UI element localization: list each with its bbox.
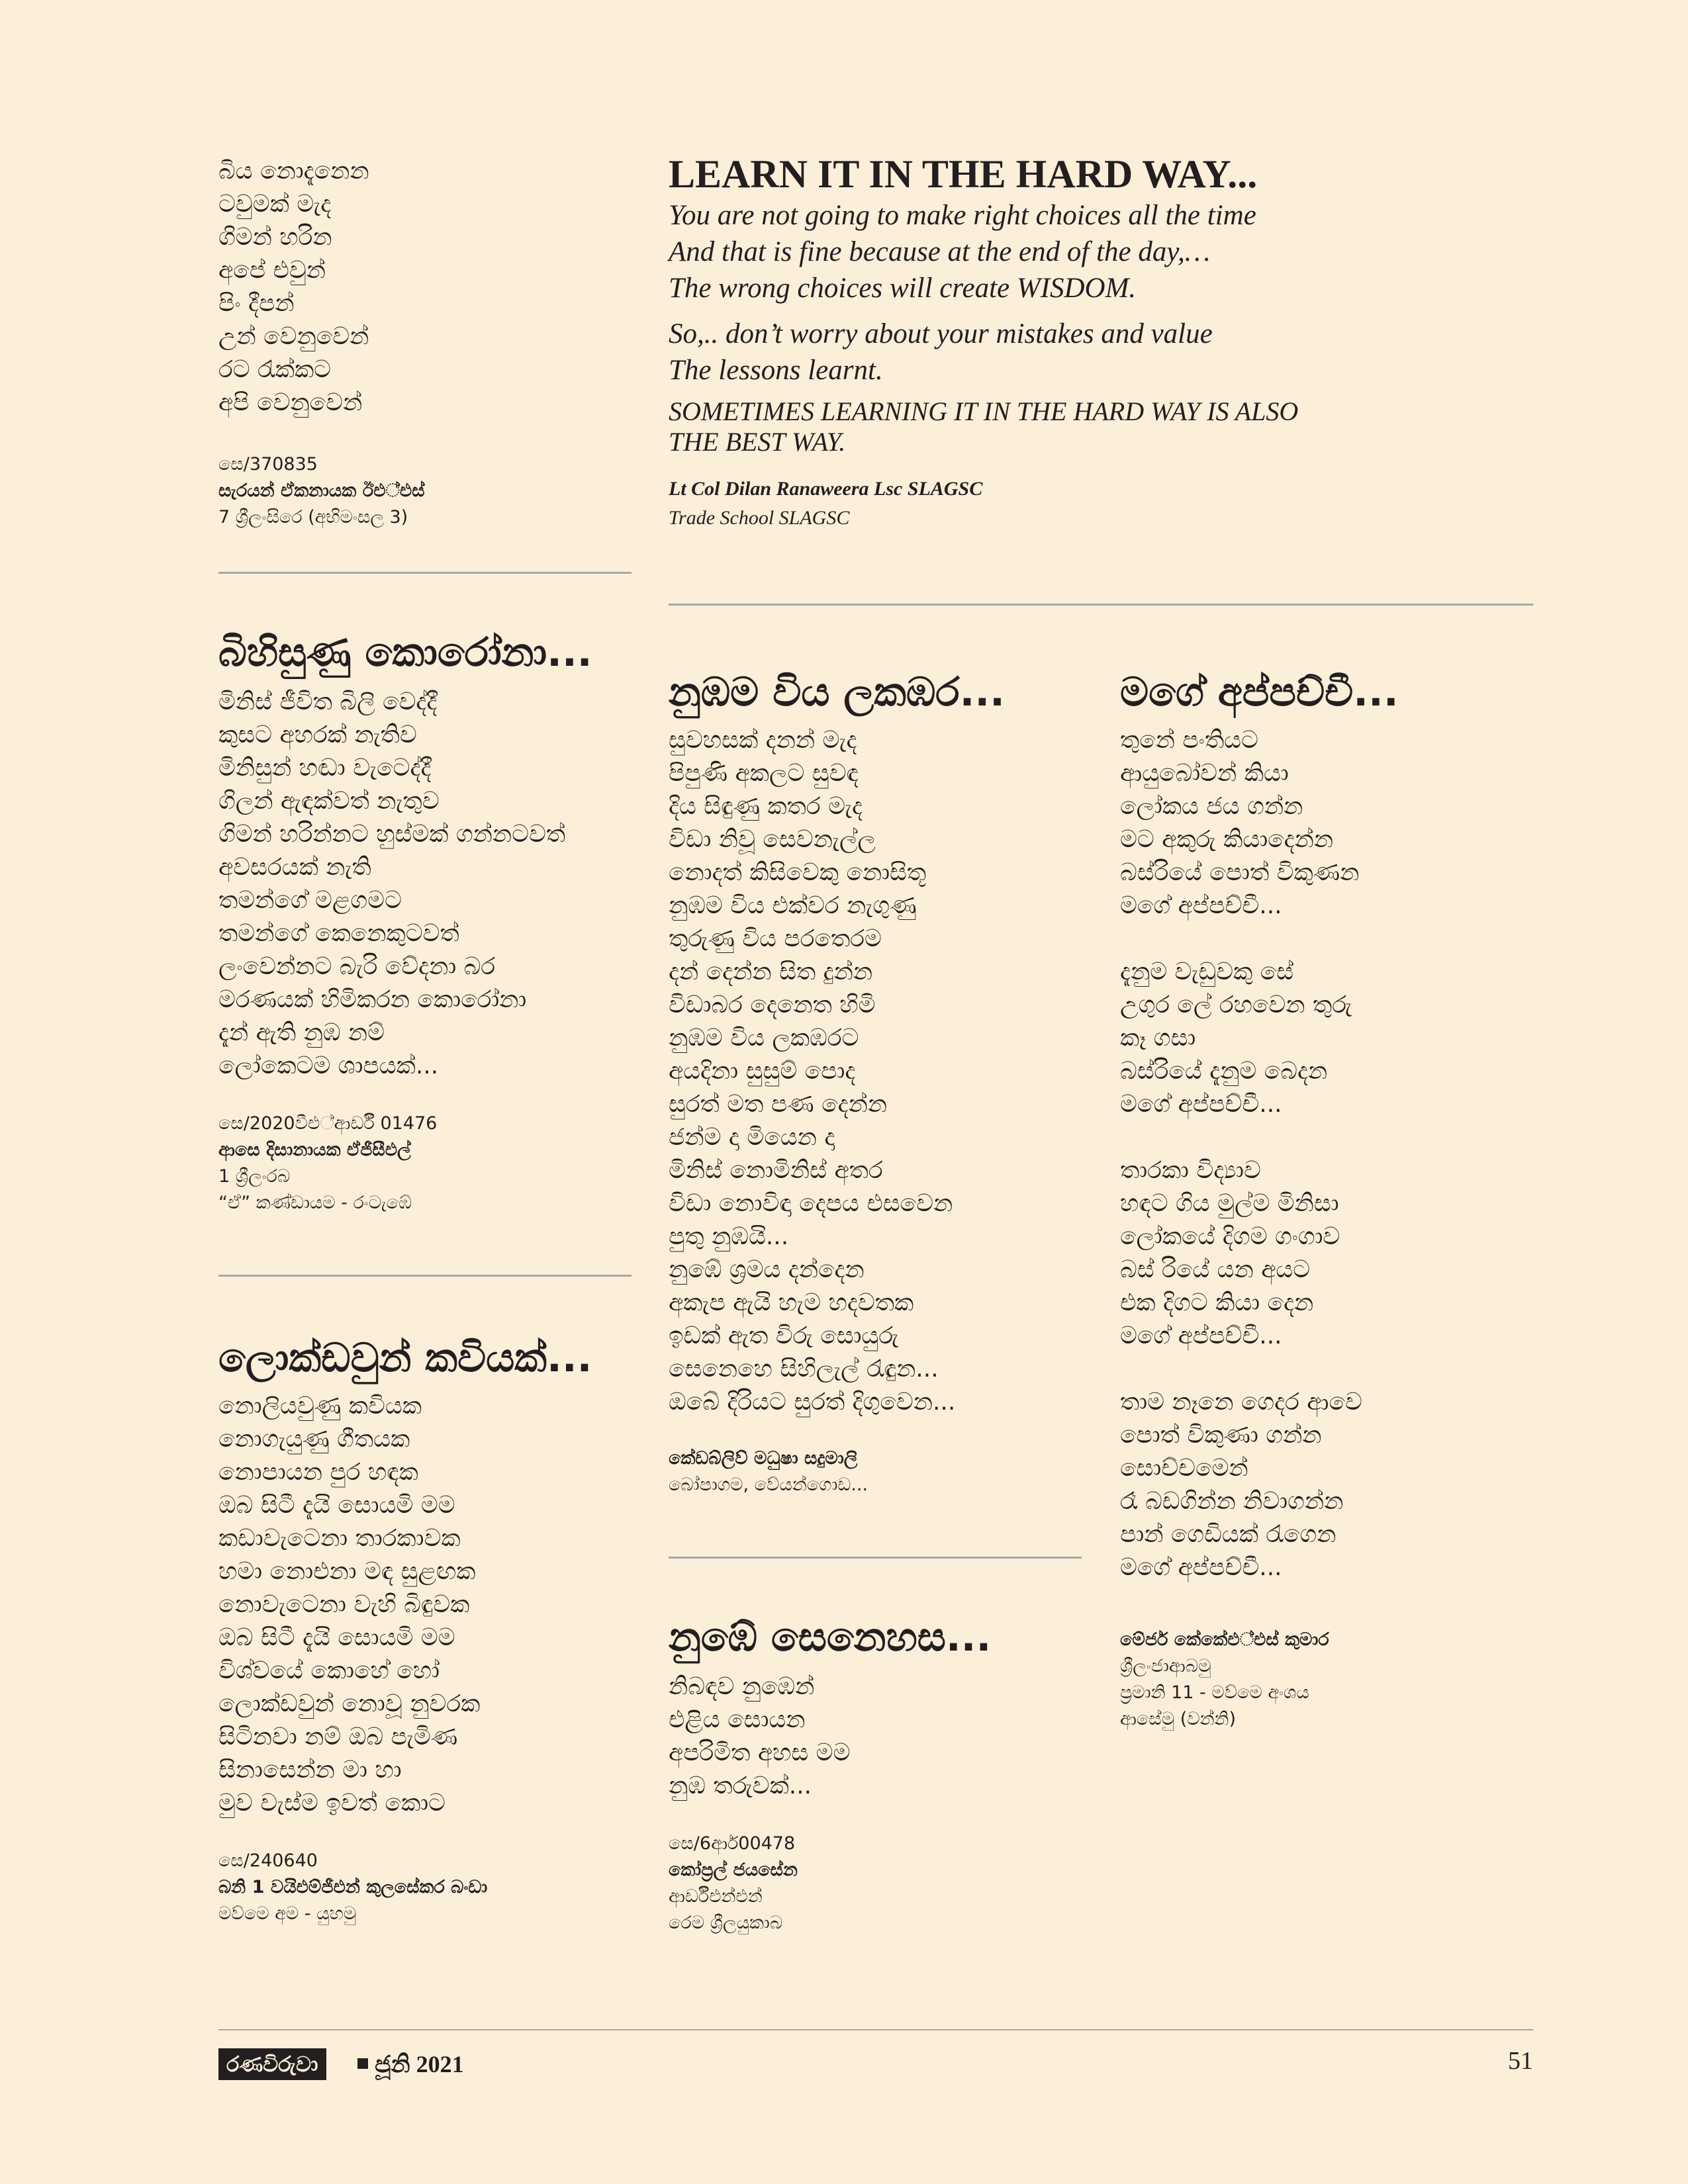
- poem-lines: [218, 1390, 592, 1820]
- english-closing: [669, 396, 1298, 457]
- poem-line: සුවහසක් දනන් මැද: [669, 727, 857, 754]
- author-unit: බෝපාගම, වේයන්ගොඩ...: [669, 1475, 868, 1495]
- poem-line: අකැප ඇයි හැම හදවතක: [669, 1289, 914, 1316]
- poem-line: පිං දීපන්: [218, 290, 295, 317]
- poem-title: නුඹේ සෙනෙහස...: [669, 1614, 992, 1661]
- poem-title: මගේ අප්පච්චී...: [1120, 669, 1399, 715]
- poem-line: ලෝකය ජය ගන්න: [1120, 793, 1303, 820]
- poem-line: රට රැක්කට: [218, 356, 332, 383]
- poem-line: ටවුමක් මැද: [218, 191, 332, 218]
- footer-divider: [218, 2029, 1533, 2030]
- poem-line: බස්රියේ පොත් විකුණන: [1120, 859, 1360, 886]
- poem-line: හමා නොඑනා මඳ සුළඟක: [218, 1558, 476, 1585]
- author-name: ආසෙ දිසානායක ඒජීසීඑල්: [218, 1140, 411, 1160]
- poem-line: මිනිස් නොමිනිස් අතර: [669, 1157, 883, 1184]
- poem-line: රෑ බඩගින්න නිවාගන්න: [1120, 1488, 1344, 1515]
- divider: [669, 1557, 1082, 1559]
- poem-line: ගිලන් ඇඳක්වත් නැතුව: [218, 788, 440, 815]
- author-number: සෙ/240640: [218, 1850, 318, 1871]
- poem-line: හඳට ගිය මුල්ම මිනිසා: [1120, 1190, 1339, 1217]
- poem-line: සිනාසෙන්න මා හා: [218, 1756, 402, 1784]
- author-number: සෙ/6ආර්00478: [669, 1833, 796, 1854]
- poem-line: තුනේ පංතියට: [1120, 727, 1258, 754]
- english-line: So,.. don’t worry about your mistakes and value: [669, 318, 1213, 349]
- footer-bullet: [357, 2058, 368, 2069]
- poem-line: බස් රියේ යන අයට: [1120, 1256, 1311, 1283]
- poem-line: නිබඳව නුඹෙන්: [669, 1673, 815, 1700]
- poem-line: තාම නෑනෙ ගෙදර ආවෙ: [1120, 1388, 1362, 1416]
- poem-line: එක දිගට කියා දෙන: [1120, 1289, 1314, 1316]
- author-unit: 7 ශ්‍රීලංසිරෙ (අභිමංසල 3): [218, 507, 408, 527]
- english-paragraph-2: [669, 316, 1298, 388]
- author-unit: ශ්‍රීලංජාආබමු: [1120, 1656, 1211, 1676]
- poem-line: ජන්ම දා මියෙන දා: [669, 1124, 835, 1151]
- poem-line: විඩා නොවිඳා දෙපය එසවෙන: [669, 1190, 953, 1217]
- poem-line: මිනිස් ජීවිත බිලි වෙද්දී: [218, 688, 438, 715]
- page-number: 51: [1508, 2047, 1533, 2075]
- poem-line: කුසට අහරක් නැතිව: [218, 721, 417, 749]
- poem-line: මට අකුරු කියාදෙන්න: [1120, 826, 1334, 853]
- poem-senehasa: [669, 1611, 991, 1936]
- poem-line: අයදිනා සුසුම් පොද: [669, 1058, 856, 1085]
- poem-line: ආයුබෝවන් කියා: [1120, 760, 1289, 787]
- poem-line: නොගැයුණු ගීතයක: [218, 1426, 410, 1453]
- author-number: සෙ/370835: [218, 454, 318, 475]
- english-title: LEARN IT IN THE HARD WAY...: [669, 152, 1258, 196]
- poem-stanza: [1120, 1154, 1399, 1353]
- poem-lines: [669, 724, 1005, 1419]
- poem-line: දන් දෙන්න සිත දුන්න: [669, 958, 873, 985]
- poem-line: ගිමන් හරින්නට හුස්මක් ගන්නටවත්: [218, 821, 566, 848]
- poem-line: ගිමන් හරින: [218, 224, 332, 251]
- poem-lines: [218, 686, 592, 1083]
- issue-date: ජූනි 2021: [375, 2051, 464, 2077]
- poem-line: විඩාබර දෙනෙත හිමි: [669, 991, 876, 1019]
- poem-line: සෙනෙහෙ සිහිලැල් රැඳුන...: [669, 1355, 939, 1383]
- poem-lines: [669, 1670, 991, 1803]
- author-unit-2: “ඒ” කණ්ඩායම - රංටැඹේ: [218, 1193, 412, 1213]
- english-line: You are not going to make right choices all the time: [669, 200, 1256, 231]
- poem-lakbara: [669, 666, 1005, 1498]
- poem-line: බිය නොදැනෙන: [218, 158, 369, 185]
- poem-line: නොලියවුණු කවියක: [218, 1392, 422, 1420]
- poem-line: නුඹම විය එක්වර නැගුණු: [669, 892, 917, 919]
- poem-line: දිය සිඳුණු කතර මැද: [669, 793, 863, 820]
- poem-line: සිටිනවා නම් ඔබ පැමිණ: [218, 1723, 458, 1751]
- author-name: මේජර් කේකේඑ්එස් කුමාර: [1120, 1629, 1329, 1650]
- author-unit: මව්මෙ අම - යුහමු: [218, 1903, 357, 1924]
- poem-line: විශ්වයේ කොහේ හෝ: [218, 1657, 440, 1684]
- author-unit-2: ප්‍රමානි 11 - මව්මෙ අංශය: [1120, 1682, 1309, 1703]
- poem-stanza: [1120, 724, 1399, 923]
- poem-line: මිනිසුන් හඬා වැටෙද්දී: [218, 754, 432, 782]
- author-name: කේඩබ්ලිව් මධුෂා සදුමාලි: [669, 1448, 858, 1469]
- poem-line: ලෝකයේ දිගම ගංගාව: [1120, 1223, 1340, 1250]
- poem-line: බස්රියේ දැනුම බෙදන: [1120, 1058, 1328, 1085]
- poem-line: නොදත් කිසිවෙකු නොසිතූ: [669, 859, 927, 886]
- english-author: Lt Col Dilan Ranaweera Lsc SLAGSC: [669, 478, 983, 500]
- author-unit-2: රෙම ශ්‍රීලයුකාබ: [669, 1913, 783, 1933]
- poem-line: එළිය සොයන: [669, 1706, 806, 1733]
- poem-line: උන් වෙනුවෙන්: [218, 323, 369, 350]
- divider: [218, 1275, 632, 1277]
- poem-line: කෑ ගසා: [1120, 1024, 1196, 1052]
- poem-title: බිහිසුණු කොරෝනා...: [218, 629, 592, 676]
- poem-corona: [218, 626, 592, 1216]
- divider: [218, 572, 632, 574]
- poem-line: තමන්ගේ මළගමට: [218, 887, 402, 914]
- poem-line: අපරිමිත අහස මම: [669, 1739, 851, 1766]
- author-name: බනි 1 වයිඑම්ජීඑන් කුලසේකර බංඩා: [218, 1877, 488, 1897]
- poem-line: නුඹේ ශ්‍රමය දන්දෙන: [669, 1256, 865, 1283]
- poem-line: සොච්චමෙන්: [1120, 1455, 1248, 1482]
- poem-line: මගේ අප්පච්චී...: [1120, 1091, 1282, 1118]
- author-unit: ආර්ඩීඑන්එන්: [669, 1886, 763, 1907]
- poem-line: ලෝකෙටම ශාපයක්...: [218, 1052, 439, 1079]
- poem-line: මගේ අප්පච්චී...: [1120, 892, 1282, 919]
- english-author-unit: Trade School SLAGSC: [669, 507, 850, 529]
- poem-line: මගේ අප්පච්චී...: [1120, 1554, 1282, 1581]
- english-line: The wrong choices will create WISDOM.: [669, 273, 1137, 304]
- poem-lockdown: [218, 1332, 592, 1927]
- poem-line: නුඹ තරුවක්...: [669, 1772, 812, 1799]
- poem-line: අවසරයක් නැති: [218, 854, 371, 881]
- poem-line: මරණයක් හිමිකරන කොරෝනා: [218, 986, 527, 1013]
- poem-title: ලොක්ඩවුන් කවියක්...: [218, 1335, 592, 1381]
- poem-appachchi: [1120, 666, 1399, 1733]
- poem-top-left: [218, 155, 425, 531]
- poem-lines: [218, 155, 425, 420]
- poem-line: මගේ අප්පච්චී...: [1120, 1322, 1282, 1349]
- poem-line: නුඹම විය ලකඹරට: [669, 1024, 859, 1052]
- poem-line: අපි වෙනුවෙන්: [218, 389, 363, 416]
- author-name: සැරයන් ඒකනායක ඊඑ්එස්: [218, 480, 425, 501]
- english-line: And that is fine because at the end of the day,…: [669, 236, 1211, 267]
- poem-line: පොත් විකුණා ගන්න: [1120, 1422, 1322, 1449]
- author-unit: 1 ශ්‍රීලංරබ: [218, 1166, 291, 1187]
- poem-line: මුව වැස්ම ඉවත් කොට: [218, 1790, 445, 1817]
- english-line: THE BEST WAY.: [669, 427, 846, 457]
- author-unit-3: ආසේමු (වන්නි): [1120, 1709, 1237, 1729]
- poem-line: ඔබ සිටී දැයි සොයමි මම: [218, 1492, 455, 1519]
- poem-line: නොපායන පුර හඳක: [218, 1459, 418, 1486]
- poem-line: කඩාවැටෙනා තාරකාවක: [218, 1525, 461, 1552]
- poem-line: ලංවෙන්නට බැරි වේදනා බර: [218, 953, 496, 980]
- poem-line: දැන් ඇති නුඹ නම්: [218, 1019, 385, 1046]
- poem-line: ඉඩක් ඇත විරු සොයුරු: [669, 1322, 899, 1349]
- poem-line: පිපුණි අකලට සුවඳ: [669, 760, 859, 787]
- poem-line: පුතු නුඹයි...: [669, 1223, 789, 1250]
- magazine-logo: රණවිරුවා: [218, 2048, 326, 2080]
- poem-line: තුරුණු විය පරතෙරම: [669, 925, 882, 952]
- divider: [669, 604, 1533, 606]
- poem-line: විඩා නිවූ සෙවනැල්ල: [669, 826, 876, 853]
- poem-line: තාරකා විද්‍යාව: [1120, 1157, 1261, 1184]
- english-line: SOMETIMES LEARNING IT IN THE HARD WAY IS ALSO: [669, 396, 1299, 426]
- poem-line: අපේ එවුන්: [218, 257, 326, 284]
- english-line: The lessons learnt.: [669, 355, 883, 386]
- poem-line: ඔබ සිටී දැයි සොයමි මම: [218, 1624, 455, 1651]
- author-number: සෙ/2020වීඑ්ආර්ඩී 01476: [218, 1113, 438, 1134]
- poem-line: ලොක්ඩවුන් නොවූ නුවරක: [218, 1690, 481, 1717]
- poem-stanzas: [1120, 724, 1399, 1584]
- english-paragraph-1: [669, 197, 1298, 306]
- poem-line: දැනුම වැඩුවකු සේ: [1120, 958, 1294, 985]
- poem-line: සුරත් මත පණ දෙන්න: [669, 1091, 888, 1118]
- poem-title: නුඹම විය ලකඹර...: [669, 669, 1005, 715]
- poem-stanza: [1120, 1386, 1399, 1584]
- poem-line: පාන් ගෙඩියක් රැගෙන: [1120, 1521, 1336, 1548]
- author-name: කෝප්‍රල් ජයසේන: [669, 1860, 798, 1880]
- poem-line: ඔබේ දිරියට සුරත් දිගුවෙන...: [669, 1388, 956, 1416]
- poem-line: නොවැටෙනා වැහි බිඳුවක: [218, 1591, 470, 1618]
- poem-line: තමන්ගේ කෙනෙකුටවත්: [218, 920, 459, 947]
- english-piece: [669, 151, 1298, 533]
- poem-line: උගුර ලේ රහවෙන තුරු: [1120, 991, 1352, 1019]
- poem-stanza: [1120, 956, 1399, 1121]
